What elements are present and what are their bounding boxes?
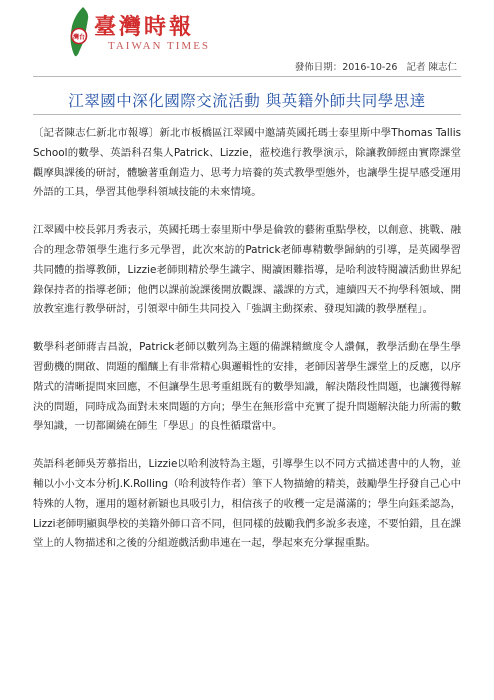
article-headline: 江翠國中深化國際交流活動 與英籍外師共同學思達 [68, 92, 426, 110]
paragraph-1: 〔記者陳志仁新北市報導〕新北市板橋區江翠國中邀請英國托瑪士泰里斯中學Thomas Tallis School的數學、英語科召集人Patrick、Lizzie，蒞校進行教學演示，除讓教師經由實際課堂觀摩與課後的研討，體驗著重創造力、思考力培養的英式教學型態外，也讓學生提早感受運用外語的工具，學習其他學科領域技能的未來情境。 [33, 127, 461, 199]
headline-divider [33, 114, 461, 115]
logo-badge: 灣台 [72, 34, 86, 41]
reporter-name: 記者 陳志仁 [406, 62, 457, 73]
logo-subtitle: TAIWAN TIMES [108, 40, 211, 52]
paragraph-4: 英語科老師吳芳慕指出，Lizzie以哈利波特為主題，引導學生以不同方式描述書中的人物，並輔以小小文本分析J.K.Rolling（哈利波特作者）筆下人物描繪的精美，鼓勵學生抒發自己心中特殊的人物，運用的題材新穎也具吸引力，相信孩子的收穫一定是滿滿的；學生向鈺柔認為，Lizzi老師明顯與學校的美籍外師口音不同，但同樣的鼓勵我們多說多表達，不要怕錯，且在課堂上的人物描述和之後的分組遊戲活動串連在一起，學起來充分掌握重點。 [33, 458, 461, 550]
paragraph-2: 江翠國中校長郭月秀表示，英國托瑪士泰里斯中學是倫敦的藝術重點學校，以創意、挑戰、融合的理念帶領學生進行多元學習，此次來訪的Patrick老師專精數學歸納的引導，是英國學習共同體的指導教師，Lizzie老師則精於學生識字、閱讀困難指導，是哈利波特閱讀活動世界紀錄保持者的指導老師；他們以課前說課後開放觀課、議課的方式，連續四天不拘學科領域、開放教室進行教學研討，引領翠中師生共同投入「強調主動探索、發現知識的教學歷程」。 [33, 224, 462, 316]
newspaper-logo [68, 6, 228, 62]
article-body [33, 124, 461, 572]
masthead [0, 0, 494, 82]
logo-title: 臺灣時報 [94, 14, 195, 40]
header-divider [33, 76, 461, 77]
paragraph-3: 數學科老師蔣吉昌說，Patrick老師以數列為主題的備課精緻度令人讚佩，教學活動在學生學習動機的開啟、問題的醞釀上有非常精心與邏輯性的安排，老師因著學生課堂上的反應，以序階式的清晰提問來回應，不但讓學生思考重組既有的數學知識，解決階段性問題，也讓獲得解決的問題，同時成為面對未來問題的方向；學生在無形當中充實了提升問題解決能力所需的數學知識，一切都圍繞在師生「學思」的良性循環當中。 [33, 341, 461, 433]
taiwan-map-icon [68, 6, 92, 58]
article-meta [289, 59, 457, 73]
publish-date: 發佈日期：2016-10-26 [294, 62, 398, 73]
